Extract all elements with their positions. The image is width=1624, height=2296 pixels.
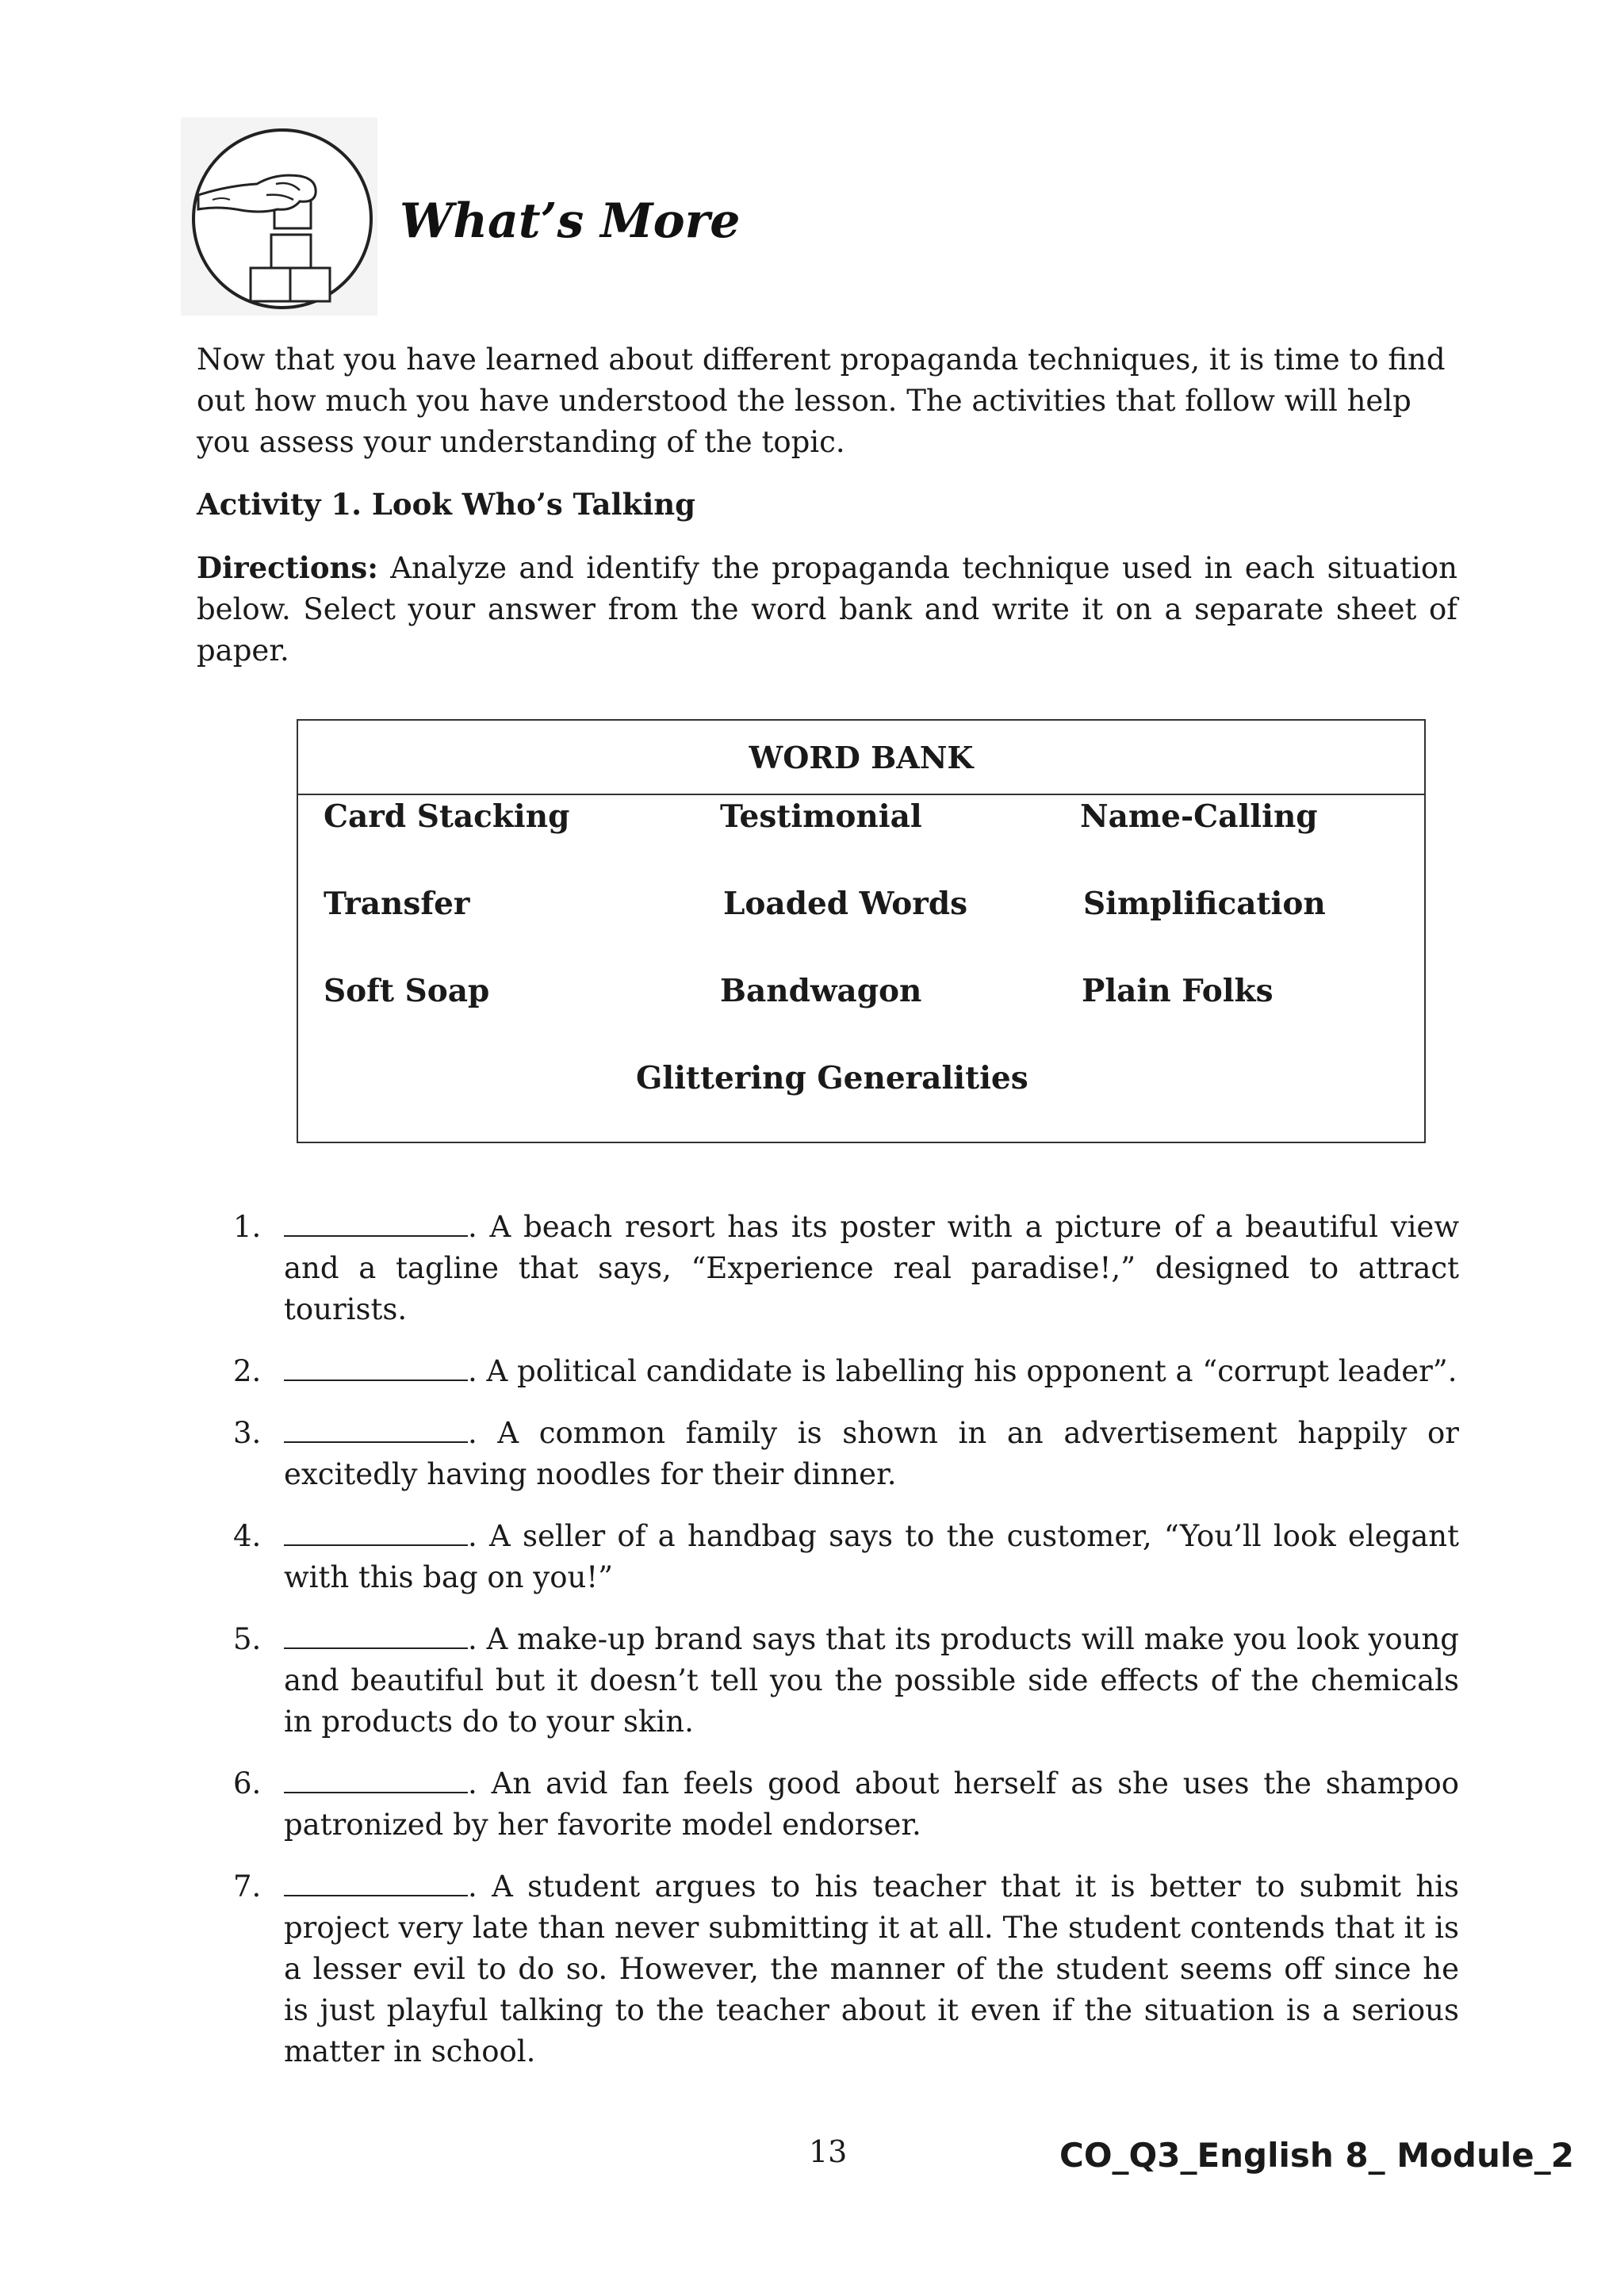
answer-blank[interactable] (284, 1351, 468, 1381)
word-bank-item: Transfer (324, 886, 470, 922)
question-text: . A seller of a handbag says to the customer, “You’ll look elegant with this bag on you!” (284, 1519, 1459, 1594)
question-text: . A beach resort has its poster with a picture of a beautiful view and a tagline that says, “Experience real paradise!,” designed to attract tourists. (284, 1210, 1459, 1326)
directions-label: Directions: (197, 550, 378, 585)
answer-blank[interactable] (284, 1516, 468, 1546)
word-bank-item: Glittering Generalities (636, 1060, 1028, 1096)
question-number: 7. (233, 1869, 262, 1904)
answer-blank[interactable] (284, 1207, 468, 1237)
question-item (222, 1413, 1459, 1495)
answer-blank[interactable] (284, 1866, 468, 1896)
question-number: 6. (233, 1766, 262, 1800)
directions-paragraph (197, 547, 1457, 672)
section-title: What’s More (400, 193, 741, 249)
word-bank-title: WORD BANK (298, 721, 1424, 795)
hand-stacking-blocks-icon (181, 117, 377, 316)
question-number: 5. (233, 1622, 262, 1656)
activity-title: Activity 1. Look Who’s Talking (197, 487, 696, 522)
question-text: . An avid fan feels good about herself as she uses the shampoo patronized by her favorite model endorser. (284, 1766, 1459, 1842)
word-bank-box (297, 719, 1426, 1143)
directions-text: Analyze and identify the propaganda technique used in each situation below. Select your answer from the word bank and write it on a separate sheet of paper. (197, 551, 1457, 668)
question-number: 4. (233, 1519, 262, 1553)
answer-blank[interactable] (284, 1619, 468, 1649)
word-bank-item: Soft Soap (324, 973, 490, 1009)
intro-paragraph: Now that you have learned about different propaganda techniques, it is time to find out how much you have understood the lesson. The activities that follow will help you assess your understanding of the topic. (197, 342, 1446, 459)
module-code: CO_Q3_English 8_ Module_2 (1059, 2136, 1574, 2175)
question-item (222, 1866, 1459, 2072)
page-number: 13 (809, 2134, 848, 2169)
question-text: . A common family is shown in an advertisement happily or excitedly having noodles for their dinner. (284, 1416, 1459, 1491)
question-text: . A political candidate is labelling his opponent a “corrupt leader”. (468, 1354, 1457, 1388)
question-text: . A student argues to his teacher that it is better to submit his project very late than never submitting it at all. The student contends that it is a lesser evil to do so. However, the manner of the student seems off since he is just playful talking to the teacher about it even if the situation is a serious matter in school. (284, 1869, 1459, 2068)
word-bank-item: Plain Folks (1082, 973, 1274, 1009)
word-bank-item: Name-Calling (1080, 798, 1318, 835)
question-number: 1. (233, 1210, 262, 1244)
question-number: 3. (233, 1416, 262, 1450)
question-item (222, 1351, 1459, 1392)
word-bank-item: Testimonial (720, 798, 922, 835)
word-bank-item: Simplification (1083, 886, 1326, 922)
question-item (222, 1763, 1459, 1846)
word-bank-item: Card Stacking (324, 798, 570, 835)
question-item (222, 1207, 1459, 1330)
question-number: 2. (233, 1354, 262, 1388)
question-list (222, 1207, 1459, 2093)
word-bank-item: Bandwagon (720, 973, 922, 1009)
word-bank-item: Loaded Words (723, 886, 968, 922)
answer-blank[interactable] (284, 1413, 468, 1443)
answer-blank[interactable] (284, 1763, 468, 1793)
question-item (222, 1516, 1459, 1598)
question-item (222, 1619, 1459, 1743)
question-text: . A make-up brand says that its products will make you look young and beautiful but it doesn’t tell you the possible side effects of the chemicals in products do to your skin. (284, 1622, 1459, 1739)
